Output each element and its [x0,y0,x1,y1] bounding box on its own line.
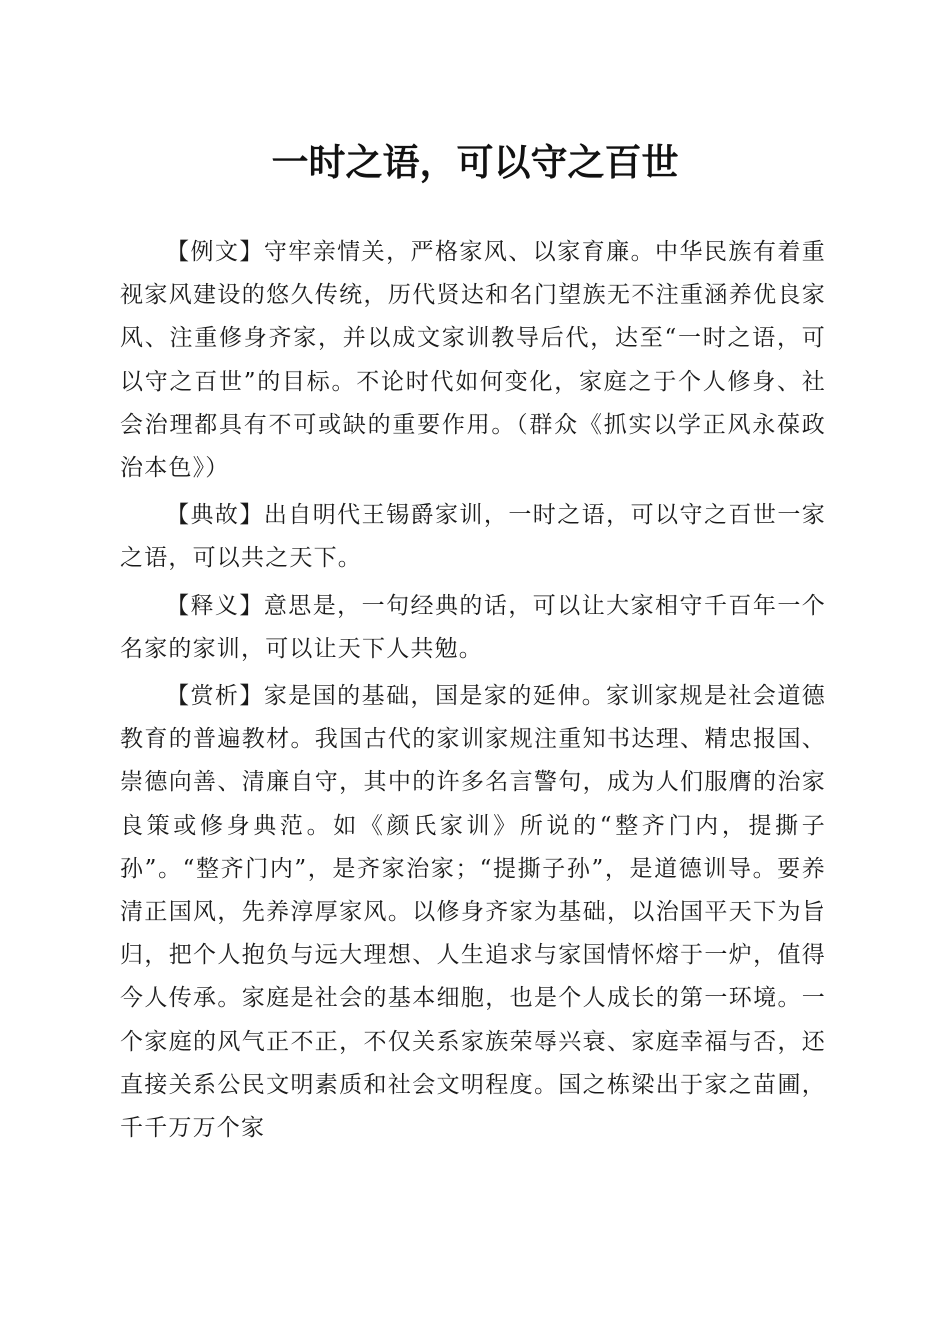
paragraph-analysis [120,675,826,1150]
paragraph-example [120,231,826,490]
paragraph-label: 【例文】 [166,239,264,265]
paragraph-meaning [120,585,826,671]
paragraph-text: 出自明代王锡爵家训，一时之语，可以守之百世一家之语，可以共之天下。 [120,502,826,572]
paragraph-text: 意思是，一句经典的话，可以让大家相守千百年一个名家的家训，可以让天下人共勉。 [120,592,826,662]
paragraph-label: 【典故】 [166,502,264,529]
paragraph-origin [120,494,826,580]
paragraph-text: 家是国的基础，国是家的延伸。家训家规是社会道德教育的普遍教材。我国古代的家训家规注重知书达理、精忠报国、崇德向善、清廉自守，其中的许多名言警句，成为人们服膺的治家良策或修身典范。如《颜氏家训》所说的“整齐门内，提撕子孙”。“整齐门内”，是齐家治家；“提撕子孙”，是道德训导。要养清正国风，先养淳厚家风。以修身齐家为基础，以治国平天下为旨归，把个人抱负与远大理想、人生追求与家国情怀熔于一炉，值得今人传承。家庭是社会的基本细胞，也是个人成长的第一环境。一个家庭的风气正不正，不仅关系家族荣辱兴衰、家庭幸福与否，还直接关系公民文明素质和社会文明程度。国之栋梁出于家之苗圃，千千万万个家 [120,683,826,1142]
document-body [120,231,826,1154]
paragraph-text: 守牢亲情关，严格家风、以家育廉。中华民族有着重视家风建设的悠久传统，历代贤达和名门望族无不注重涵养优良家风、注重修身齐家，并以成文家训教导后代，达至“一时之语，可以守之百世”的目标。不论时代如何变化，家庭之于个人修身、社会治理都具有不可或缺的重要作用。（群众《抓实以学正风永葆政治本色》） [120,239,826,482]
paragraph-label: 【释义】 [166,592,264,619]
document-title: 一时之语，可以守之百世 [271,140,679,184]
paragraph-label: 【赏析】 [166,683,264,710]
